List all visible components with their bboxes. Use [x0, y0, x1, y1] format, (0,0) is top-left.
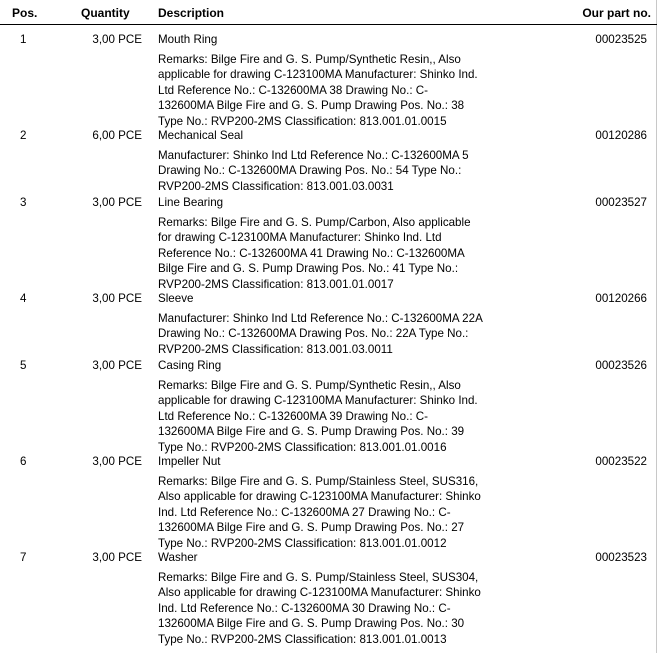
remarks-line: 132600MA Bilge Fire and G. S. Pump Drawing Pos. No.: 30 — [158, 617, 465, 631]
item-name: Mechanical Seal — [158, 129, 244, 142]
item-pos: 6 — [20, 455, 27, 468]
item-remarks — [158, 215, 503, 292]
column-header-pos: Pos. — [12, 6, 38, 20]
item-pos: 3 — [20, 196, 27, 209]
remarks-line: Ind. Ltd Reference No.: C-132600MA 30 Drawing No.: C- — [158, 601, 451, 615]
remarks-line: RVP200-2MS Classification: 813.001.03.0031 — [158, 179, 394, 193]
item-name: Casing Ring — [158, 359, 222, 372]
remarks-line: 132600MA Bilge Fire and G. S. Pump Drawing Pos. No.: 38 — [158, 99, 465, 113]
remarks-line: 132600MA Bilge Fire and G. S. Pump Drawing Pos. No.: 39 — [158, 425, 465, 439]
item-quantity: 3,00 PCE — [92, 196, 142, 209]
remarks-line: Drawing No.: C-132600MA Drawing Pos. No.: 22A Type No.: — [158, 327, 469, 341]
item-pos: 2 — [20, 129, 27, 142]
item-part-no: 00120286 — [595, 129, 647, 142]
item-name: Line Bearing — [158, 196, 224, 209]
remarks-line: Also applicable for drawing C-123100MA Manufacturer: Shinko — [158, 586, 481, 600]
remarks-line: Manufacturer: Shinko Ind Ltd Reference No.: C-132600MA 5 — [158, 149, 469, 162]
column-header-description: Description — [158, 6, 225, 20]
remarks-line: Ind. Ltd Reference No.: C-132600MA 27 Drawing No.: C- — [158, 505, 451, 519]
remarks-line: applicable for drawing C-123100MA Manufacturer: Shinko Ind. — [158, 68, 478, 82]
item-part-no: 00023526 — [595, 359, 647, 372]
item-quantity: 3,00 PCE — [92, 551, 142, 564]
remarks-line: Also applicable for drawing C-123100MA Manufacturer: Shinko — [158, 490, 481, 504]
remarks-line: Reference No.: C-132600MA 41 Drawing No.: C-132600MA — [158, 246, 465, 260]
item-quantity: 3,00 PCE — [92, 455, 142, 468]
item-part-no: 00023527 — [595, 196, 647, 209]
remarks-line: Type No.: RVP200-2MS Classification: 813.001.01.0013 — [158, 632, 447, 646]
item-name: Mouth Ring — [158, 33, 218, 46]
item-remarks — [158, 148, 503, 194]
item-part-no: 00120266 — [595, 292, 647, 305]
item-part-no: 00023523 — [595, 551, 647, 564]
column-header-part-no: Our part no. — [582, 6, 651, 20]
remarks-line: Drawing No.: C-132600MA Drawing Pos. No.: 54 Type No.: — [158, 164, 462, 178]
item-remarks — [158, 570, 503, 647]
item-remarks — [158, 52, 503, 129]
remarks-line: Remarks: Bilge Fire and G. S. Pump/Stainless Steel, SUS316, — [158, 475, 479, 488]
remarks-line: Type No.: RVP200-2MS Classification: 813.001.01.0016 — [158, 440, 447, 454]
remarks-line: for drawing C-123100MA Manufacturer: Shinko Ind. Ltd — [158, 231, 442, 245]
page-right-border — [656, 0, 657, 653]
item-quantity: 6,00 PCE — [92, 129, 142, 142]
remarks-line: Manufacturer: Shinko Ind Ltd Reference No.: C-132600MA 22A — [158, 312, 483, 325]
remarks-line: RVP200-2MS Classification: 813.001.01.0017 — [158, 277, 394, 291]
remarks-line: Remarks: Bilge Fire and G. S. Pump/Synthetic Resin,, Also — [158, 53, 461, 66]
item-pos: 7 — [20, 551, 27, 564]
item-quantity: 3,00 PCE — [92, 33, 142, 46]
item-pos: 1 — [20, 33, 27, 46]
remarks-line: RVP200-2MS Classification: 813.001.03.0011 — [158, 342, 393, 356]
remarks-line: Remarks: Bilge Fire and G. S. Pump/Synthetic Resin,, Also — [158, 379, 461, 392]
item-remarks — [158, 474, 503, 551]
remarks-line: Type No.: RVP200-2MS Classification: 813.001.01.0015 — [158, 114, 447, 128]
item-pos: 4 — [20, 292, 27, 305]
item-quantity: 3,00 PCE — [92, 359, 142, 372]
item-quantity: 3,00 PCE — [92, 292, 142, 305]
item-remarks — [158, 378, 503, 455]
item-name: Sleeve — [158, 292, 194, 305]
remarks-line: Remarks: Bilge Fire and G. S. Pump/Carbon, Also applicable — [158, 216, 471, 229]
remarks-line: Bilge Fire and G. S. Pump Drawing Pos. No.: 41 Type No.: — [158, 262, 459, 276]
item-name: Impeller Nut — [158, 455, 221, 468]
item-remarks — [158, 311, 503, 357]
remarks-line: Ltd Reference No.: C-132600MA 39 Drawing No.: C- — [158, 409, 429, 423]
item-pos: 5 — [20, 359, 27, 372]
remarks-line: 132600MA Bilge Fire and G. S. Pump Drawing Pos. No.: 27 — [158, 521, 465, 535]
column-header-quantity: Quantity — [81, 6, 130, 20]
item-part-no: 00023525 — [595, 33, 647, 46]
item-part-no: 00023522 — [595, 455, 647, 468]
header-divider — [0, 24, 657, 25]
remarks-line: Type No.: RVP200-2MS Classification: 813.001.01.0012 — [158, 536, 447, 550]
remarks-line: Ltd Reference No.: C-132600MA 38 Drawing No.: C- — [158, 83, 429, 97]
remarks-line: applicable for drawing C-123100MA Manufacturer: Shinko Ind. — [158, 394, 478, 408]
item-name: Washer — [158, 551, 198, 564]
remarks-line: Remarks: Bilge Fire and G. S. Pump/Stainless Steel, SUS304, — [158, 571, 479, 584]
